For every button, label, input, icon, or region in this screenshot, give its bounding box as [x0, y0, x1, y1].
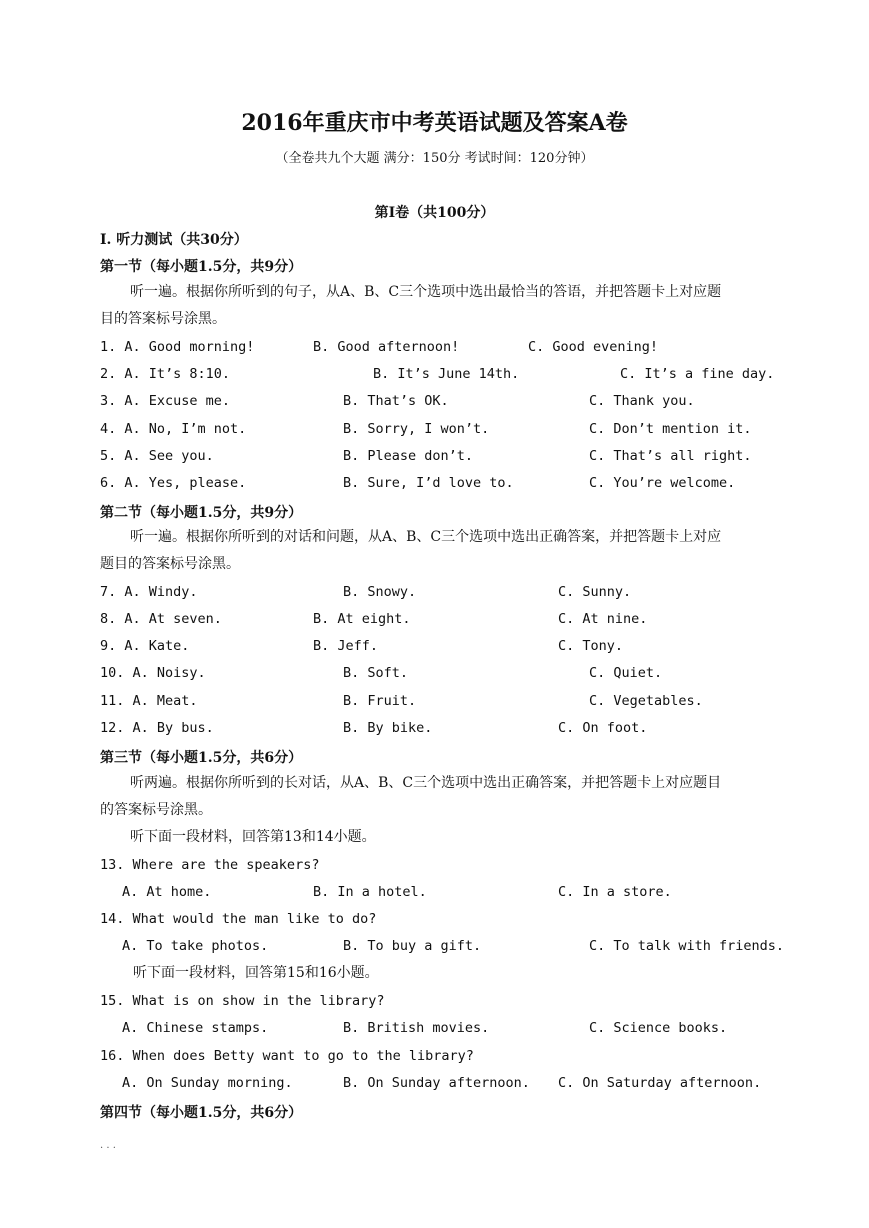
question-option-b: B. Jeff. — [313, 638, 379, 654]
exam-info: （全卷共九个大题 满分：150分 考试时间：120分钟） — [275, 151, 594, 166]
question-option-b: B. In a hotel. — [313, 884, 427, 900]
question-option-c: C. Tony. — [558, 638, 624, 654]
question-option-a: 10. A. Noisy. — [100, 665, 206, 681]
question-option-c: C. In a store. — [558, 884, 672, 900]
question-option-a: 5. A. See you. — [100, 448, 214, 464]
question-option-b: B. Please don’t. — [343, 448, 474, 464]
question-option-a: 2. A. It’s 8:10. — [100, 366, 231, 382]
question-option-c: C. At nine. — [558, 611, 648, 627]
question-option-c: C. On Saturday afternoon. — [558, 1075, 762, 1091]
instruction-line: 题目的答案标号涂黑。 — [100, 556, 240, 572]
question-option-c: C. It’s a fine day. — [620, 366, 775, 382]
question-option-c: C. You’re welcome. — [589, 475, 736, 491]
question-option-a: A. On Sunday morning. — [122, 1075, 293, 1091]
instruction-line: 听一遍。根据你所听到的对话和问题，从A、B、C三个选项中选出正确答案，并把答题卡上对应 — [130, 529, 722, 545]
subsection-heading-3: 第三节（每小题1.5分，共6分） — [100, 750, 303, 766]
question-option-b: B. Fruit. — [343, 693, 417, 709]
question-option-c: C. Vegetables. — [589, 693, 703, 709]
question-option-c: C. Quiet. — [589, 665, 663, 681]
question-option-a: 12. A. By bus. — [100, 720, 214, 736]
instruction-line: 听一遍。根据你所听到的句子，从A、B、C三个选项中选出最恰当的答语，并把答题卡上对应题 — [130, 284, 722, 300]
question-option-a: 9. A. Kate. — [100, 638, 190, 654]
material-note: 听下面一段材料，回答第15和16小题。 — [133, 965, 379, 981]
question-option-a: 8. A. At seven. — [100, 611, 222, 627]
question-option-c: C. Thank you. — [589, 393, 695, 409]
page-title: 2016年重庆市中考英语试题及答案A卷 — [241, 110, 628, 136]
question-option-b: B. Sorry, I won’t. — [343, 421, 490, 437]
question-option-b: B. British movies. — [343, 1020, 490, 1036]
question-option-c: C. On foot. — [558, 720, 648, 736]
question-option-b: B. Sure, I’d love to. — [343, 475, 514, 491]
question-option-b: B. On Sunday afternoon. — [343, 1075, 530, 1091]
question-stem: 15. What is on show in the library? — [100, 993, 385, 1009]
question-option-a: 6. A. Yes, please. — [100, 475, 247, 491]
question-option-a: A. Chinese stamps. — [122, 1020, 269, 1036]
question-option-b: B. By bike. — [343, 720, 433, 736]
part-heading: 第Ⅰ卷（共100分） — [374, 205, 495, 221]
material-note: 听下面一段材料，回答第13和14小题。 — [130, 829, 376, 845]
footer-marks: . . . — [100, 1140, 116, 1151]
question-option-a: A. To take photos. — [122, 938, 269, 954]
question-option-b: B. Snowy. — [343, 584, 417, 600]
instruction-line: 听两遍。根据你所听到的长对话，从A、B、C三个选项中选出正确答案，并把答题卡上对应题目 — [130, 775, 722, 791]
question-stem: 13. Where are the speakers? — [100, 857, 320, 873]
question-option-c: C. Good evening! — [528, 339, 659, 355]
question-option-a: 3. A. Excuse me. — [100, 393, 231, 409]
question-option-a: 1. A. Good morning! — [100, 339, 255, 355]
question-option-c: C. To talk with friends. — [589, 938, 785, 954]
question-option-c: C. Don’t mention it. — [589, 421, 752, 437]
question-option-a: 4. A. No, I’m not. — [100, 421, 247, 437]
section-heading-listening: I. 听力测试（共30分） — [100, 232, 248, 248]
question-stem: 16. When does Betty want to go to the library? — [100, 1048, 474, 1064]
question-stem: 14. What would the man like to do? — [100, 911, 377, 927]
question-option-a: 11. A. Meat. — [100, 693, 198, 709]
question-option-c: C. Science books. — [589, 1020, 728, 1036]
subsection-heading-2: 第二节（每小题1.5分，共9分） — [100, 505, 303, 521]
instruction-line: 目的答案标号涂黑。 — [100, 311, 226, 327]
question-option-a: 7. A. Windy. — [100, 584, 198, 600]
question-option-b: B. To buy a gift. — [343, 938, 482, 954]
question-option-a: A. At home. — [122, 884, 212, 900]
subsection-heading-1: 第一节（每小题1.5分，共9分） — [100, 259, 303, 275]
question-option-b: B. At eight. — [313, 611, 411, 627]
instruction-line: 的答案标号涂黑。 — [100, 802, 212, 818]
question-option-c: C. Sunny. — [558, 584, 632, 600]
question-option-b: B. Soft. — [343, 665, 409, 681]
question-option-c: C. That’s all right. — [589, 448, 752, 464]
subsection-heading-4: 第四节（每小题1.5分，共6分） — [100, 1105, 303, 1121]
question-option-b: B. That’s OK. — [343, 393, 449, 409]
question-option-b: B. Good afternoon! — [313, 339, 460, 355]
question-option-b: B. It’s June 14th. — [373, 366, 520, 382]
